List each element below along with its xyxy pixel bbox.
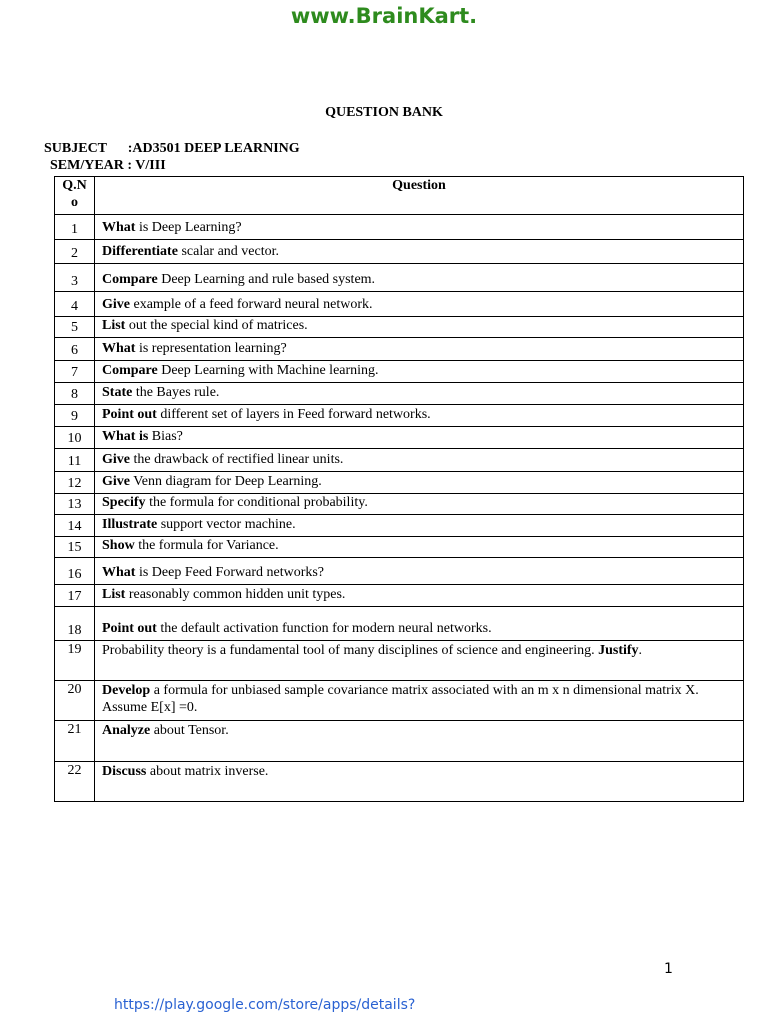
question-text-rest: reasonably common hidden unit types. bbox=[125, 587, 346, 602]
question-text bbox=[95, 240, 744, 264]
question-text bbox=[95, 762, 744, 802]
question-text bbox=[95, 681, 744, 721]
question-keyword: Compare bbox=[102, 272, 158, 287]
table-row bbox=[55, 383, 744, 405]
question-number: 20 bbox=[55, 681, 95, 721]
question-text bbox=[95, 264, 744, 292]
question-text bbox=[95, 361, 744, 383]
question-number: 5 bbox=[55, 317, 95, 338]
question-text-rest: is representation learning? bbox=[135, 341, 287, 356]
table-row bbox=[55, 494, 744, 515]
question-keyword: Specify bbox=[102, 495, 146, 510]
question-text-rest: out the special kind of matrices. bbox=[125, 318, 308, 333]
question-text-rest: is Deep Feed Forward networks? bbox=[135, 565, 325, 580]
question-text-rest: is Deep Learning? bbox=[135, 220, 242, 235]
footer-link[interactable]: https://play.google.com/store/apps/details? bbox=[114, 997, 416, 1013]
question-keyword: Give bbox=[102, 452, 130, 467]
question-text-rest: example of a feed forward neural network. bbox=[130, 297, 373, 312]
question-keyword: Differentiate bbox=[102, 244, 178, 259]
question-keyword: Show bbox=[102, 538, 135, 553]
table-row bbox=[55, 537, 744, 558]
question-text-rest: Deep Learning and rule based system. bbox=[157, 272, 376, 287]
table-row bbox=[55, 427, 744, 449]
question-text bbox=[95, 558, 744, 585]
question-keyword: What bbox=[102, 220, 136, 235]
question-text bbox=[95, 585, 744, 607]
sem-year-line: SEM/YEAR : V/III bbox=[50, 158, 166, 173]
question-number: 12 bbox=[55, 472, 95, 494]
table-row bbox=[55, 641, 744, 681]
question-text bbox=[95, 427, 744, 449]
subject-line: SUBJECT :AD3501 DEEP LEARNING bbox=[44, 141, 300, 156]
column-header-qno bbox=[55, 177, 95, 215]
question-number: 9 bbox=[55, 405, 95, 427]
question-text bbox=[95, 338, 744, 361]
table-row bbox=[55, 338, 744, 361]
table-row bbox=[55, 449, 744, 472]
table-row bbox=[55, 762, 744, 802]
question-text-rest: the formula for conditional probability. bbox=[145, 495, 368, 510]
question-keyword: Develop bbox=[102, 683, 151, 698]
page-number: 1 bbox=[664, 961, 673, 977]
question-text bbox=[95, 472, 744, 494]
question-text-rest: . bbox=[638, 643, 643, 658]
table-row bbox=[55, 361, 744, 383]
table-row bbox=[55, 472, 744, 494]
question-number: 10 bbox=[55, 427, 95, 449]
table-row bbox=[55, 585, 744, 607]
question-number: 21 bbox=[55, 721, 95, 762]
question-keyword: State bbox=[102, 385, 133, 400]
question-text bbox=[95, 494, 744, 515]
brand-title: www.BrainKart. bbox=[290, 4, 478, 28]
question-keyword: Point out bbox=[102, 407, 157, 422]
question-keyword: What is bbox=[102, 429, 149, 444]
question-text-rest: scalar and vector. bbox=[177, 244, 279, 259]
question-keyword: Give bbox=[102, 474, 130, 489]
question-number: 3 bbox=[55, 264, 95, 292]
question-number: 17 bbox=[55, 585, 95, 607]
question-text bbox=[95, 515, 744, 537]
question-text-rest: a formula for unbiased sample covariance matrix associated with an m x n dimensional matrix X. Assume E[x] =0. bbox=[102, 683, 699, 715]
question-number: 11 bbox=[55, 449, 95, 472]
question-text-rest: the default activation function for modern neural networks. bbox=[156, 621, 492, 636]
question-number: 19 bbox=[55, 641, 95, 681]
document-title: QUESTION BANK bbox=[325, 105, 443, 120]
question-text bbox=[95, 405, 744, 427]
question-text-prefix: Probability theory is a fundamental tool of many disciplines of science and engineering. bbox=[102, 643, 599, 658]
table-row bbox=[55, 681, 744, 721]
question-number: 2 bbox=[55, 240, 95, 264]
question-text-rest: the formula for Variance. bbox=[134, 538, 279, 553]
question-number: 13 bbox=[55, 494, 95, 515]
question-text-rest: Bias? bbox=[148, 429, 183, 444]
question-text bbox=[95, 607, 744, 641]
question-table bbox=[54, 176, 744, 802]
question-number: 22 bbox=[55, 762, 95, 802]
question-number: 18 bbox=[55, 607, 95, 641]
question-keyword: Illustrate bbox=[102, 517, 158, 532]
question-keyword: Discuss bbox=[102, 764, 147, 779]
question-number: 6 bbox=[55, 338, 95, 361]
table-header-row bbox=[55, 177, 744, 215]
qno-header-line1: Q.N bbox=[62, 178, 87, 193]
question-keyword: Analyze bbox=[102, 723, 151, 738]
table-row bbox=[55, 721, 744, 762]
question-number: 8 bbox=[55, 383, 95, 405]
question-keyword: List bbox=[102, 587, 126, 602]
table-row bbox=[55, 405, 744, 427]
qno-header-line2: o bbox=[71, 195, 78, 210]
question-text-rest: support vector machine. bbox=[157, 517, 296, 532]
question-text-rest: Venn diagram for Deep Learning. bbox=[130, 474, 322, 489]
question-keyword: Justify bbox=[598, 643, 639, 658]
table-row bbox=[55, 317, 744, 338]
question-number: 1 bbox=[55, 215, 95, 240]
question-text-rest: the Bayes rule. bbox=[132, 385, 220, 400]
table-row bbox=[55, 292, 744, 317]
question-text-rest: Deep Learning with Machine learning. bbox=[157, 363, 379, 378]
question-text-rest: the drawback of rectified linear units. bbox=[130, 452, 344, 467]
column-header-question: Question bbox=[95, 177, 744, 215]
table-row bbox=[55, 264, 744, 292]
question-keyword: What bbox=[102, 341, 136, 356]
question-text-rest: about matrix inverse. bbox=[146, 764, 269, 779]
question-number: 16 bbox=[55, 558, 95, 585]
question-text bbox=[95, 721, 744, 762]
question-text bbox=[95, 641, 744, 681]
question-keyword: Give bbox=[102, 297, 130, 312]
question-number: 14 bbox=[55, 515, 95, 537]
question-text-rest: different set of layers in Feed forward networks. bbox=[156, 407, 431, 422]
table-row bbox=[55, 515, 744, 537]
question-number: 4 bbox=[55, 292, 95, 317]
question-keyword: List bbox=[102, 318, 126, 333]
question-keyword: Compare bbox=[102, 363, 158, 378]
question-text bbox=[95, 449, 744, 472]
table-row bbox=[55, 240, 744, 264]
question-text bbox=[95, 317, 744, 338]
question-text bbox=[95, 537, 744, 558]
question-keyword: Point out bbox=[102, 621, 157, 636]
question-keyword: What bbox=[102, 565, 136, 580]
question-number: 15 bbox=[55, 537, 95, 558]
question-text-rest: about Tensor. bbox=[150, 723, 229, 738]
question-text bbox=[95, 215, 744, 240]
question-text bbox=[95, 292, 744, 317]
question-text bbox=[95, 383, 744, 405]
table-row bbox=[55, 607, 744, 641]
question-number: 7 bbox=[55, 361, 95, 383]
table-row bbox=[55, 558, 744, 585]
question-table-body bbox=[55, 215, 744, 802]
table-row bbox=[55, 215, 744, 240]
